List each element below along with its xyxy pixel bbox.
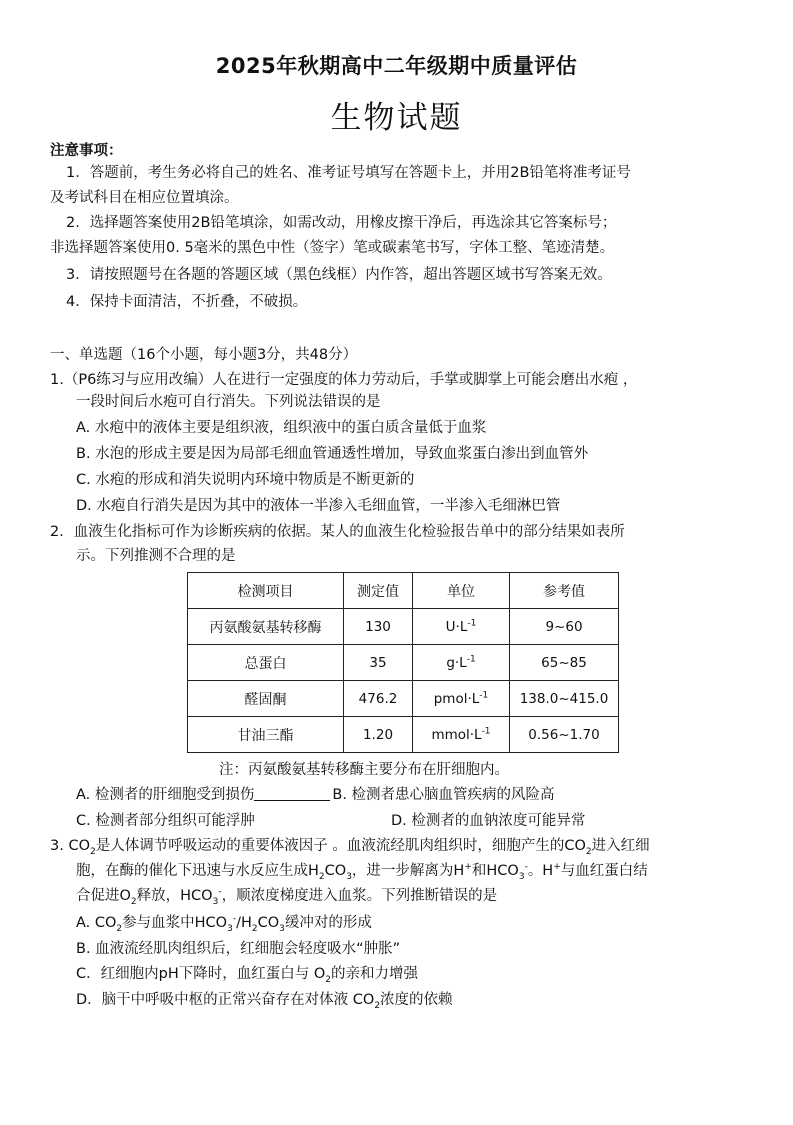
q3-option-b: B. 血液流经肌肉组织后，红细胞会轻度吸水“肿胀” [76, 941, 401, 957]
table-header-row [188, 573, 619, 609]
q1-option-a: A. 水疱中的液体主要是组织液，组织液中的蛋白质含量低于血浆 [76, 420, 487, 436]
table-header-reference: 参考值 [510, 573, 619, 609]
notice-item-1: 1．答题前，考生务必将自己的姓名、准考证号填写在答题卡上，并用2B铅笔将准考证号 [66, 165, 631, 181]
table-header-unit: 单位 [413, 573, 510, 609]
q1-option-d: D. 水疱自行消失是因为其中的液体一半渗入毛细血管，一半渗入毛细淋巴管 [76, 498, 561, 514]
table-cell-reference: 65~85 [510, 645, 619, 681]
lab-results-table [187, 572, 619, 753]
table-cell-item: 甘油三酯 [188, 717, 344, 753]
notice-heading: 注意事项： [50, 143, 123, 159]
table-row [188, 681, 619, 717]
table-header-item: 检测项目 [188, 573, 344, 609]
section-heading: 一、单选题（16个小题，每小题3分，共48分） [50, 347, 358, 363]
q2-stem: 2．血液生化指标可作为诊断疾病的依据。某人的血液生化检验报告单中的部分结果如表所 [50, 524, 625, 540]
table-cell-item: 丙氨酸氨基转移酶 [188, 609, 344, 645]
notice-item-2: 2．选择题答案使用2B铅笔填涂，如需改动，用橡皮擦干净后，再选涂其它答案标号； [66, 215, 617, 231]
table-row [188, 609, 619, 645]
table-cell-reference: 9~60 [510, 609, 619, 645]
q2-stem-cont: 示。下列推测不合理的是 [76, 548, 236, 564]
q3-option-d: D．脑干中呼吸中枢的正常兴奋存在对体液 $CO_2$浓度的依赖 [76, 992, 453, 1011]
q3-stem-line3: 合促进$O_2$释放，$HCO_3^-$，顺浓度梯度进入血浆。下列推断错误的是 [76, 887, 498, 907]
q3-option-c: C．红细胞内pH下降时，血红蛋白与 $O_2$的亲和力增强 [76, 966, 418, 985]
q1-stem: 1.（P6练习与应用改编）人在进行一定强度的体力劳动后，手掌或脚掌上可能会磨出水疱 ， [50, 372, 638, 388]
q2-option-a: A. 检测者的肝细胞受到损伤 B. 检测者患心脑血管疾病的风险高 [76, 787, 555, 803]
q3-option-a: A. $CO_2$参与血浆中$HCO_3^-/H_2CO_3$缓冲对的形成 [76, 914, 372, 934]
q3-stem-line2: 胞，在酶的催化下迅速与水反应生成$H_2CO_3$，进一步解离为H+和$HCO_3^-$。H+与血红蛋白结 [76, 862, 648, 882]
table-cell-value: 35 [344, 645, 413, 681]
subject-title: 生物试题 [330, 100, 463, 136]
notice-item-4: 4．保持卡面清洁，不折叠，不破损。 [66, 294, 308, 310]
table-cell-unit: $U\cdot L^{-1}$ [413, 609, 510, 645]
table-cell-item: 总蛋白 [188, 645, 344, 681]
table-cell-value: 476.2 [344, 681, 413, 717]
notice-item-1-cont: 及考试科目在相应位置填涂。 [50, 190, 239, 206]
q1-stem-cont: 一段时间后水疱可自行消失。下列说法错误的是 [76, 394, 381, 410]
q2-option-c: C. 检测者部分组织可能浮肿 [76, 813, 255, 829]
table-cell-reference: 0.56~1.70 [510, 717, 619, 753]
table-cell-unit: $pmol\cdot L^{-1}$ [413, 681, 510, 717]
q1-option-c: C. 水疱的形成和消失说明内环境中物质是不断更新的 [76, 472, 415, 488]
q2-option-d: D. 检测者的血钠浓度可能异常 [391, 813, 586, 829]
table-row [188, 717, 619, 753]
exam-title: 2025年秋期高中二年级期中质量评估 [215, 54, 578, 78]
q3-stem: 3. $CO_2$是人体调节呼吸运动的重要体液因子 。血液流经肌肉组织时，细胞产生的$CO_2$进入红细 [50, 838, 650, 857]
table-row [188, 645, 619, 681]
table-cell-value: 1.20 [344, 717, 413, 753]
table-cell-unit: $g\cdot L^{-1}$ [413, 645, 510, 681]
table-header-value: 测定值 [344, 573, 413, 609]
q2-table-note: 注：丙氨酸氨基转移酶主要分布在肝细胞内。 [219, 762, 509, 778]
q1-option-b: B. 水泡的形成主要是因为局部毛细血管通透性增加，导致血浆蛋白渗出到血管外 [76, 446, 589, 462]
table-cell-value: 130 [344, 609, 413, 645]
table-cell-unit: $mmol\cdot L^{-1}$ [413, 717, 510, 753]
table-cell-reference: 138.0~415.0 [510, 681, 619, 717]
notice-item-2-cont: 非选择题答案使用0. 5毫米的黑色中性（签字）笔或碳素笔书写，字体工整、笔迹清楚。 [50, 240, 615, 256]
table-cell-item: 醛固酮 [188, 681, 344, 717]
notice-item-3: 3．请按照题号在各题的答题区域（黑色线框）内作答，超出答题区域书写答案无效。 [66, 267, 612, 283]
